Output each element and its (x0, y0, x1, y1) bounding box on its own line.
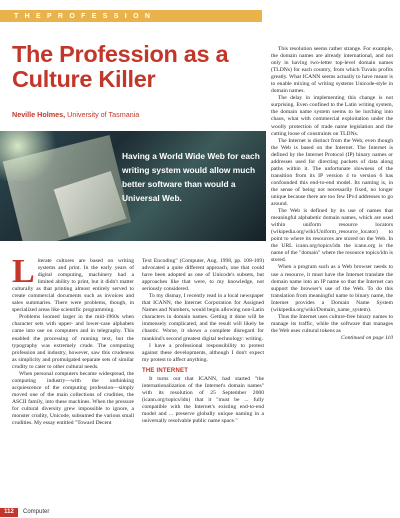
author-affiliation: University of Tasmania (65, 110, 140, 119)
continued-note: Continued on page 110 (341, 334, 393, 341)
paragraph: Text Encoding" (Computer, Aug. 1998, pp. 108-109) advocated a quite different approach, one that could have been adopted as one of Unicode's subsets, but approaches like that were, to my knowledge, not seriously considered. (142, 258, 264, 293)
paragraph: When personal computers became widespread, the computing industry—with the unthinking acquiescence of the computing profession—simply moved one of the main collections of crudities, the ASCII family, into these machines. When the pressure for cultural diversity grew impossible to ignore, a monster crudity, Unicode, subsumed the various small crudities. My essay entitled "Toward Decent (12, 370, 134, 427)
paragraph: It turns out that ICANN, had started "the internationalization of the Internet's domain names" with its resolution of 25 September 2000 (icann.org/topics/idn) that it "must be ... fully compatible with the Internet's existing end-to-end model and ... preserve globally unique naming in a universally resolvable public name space." (142, 375, 264, 425)
pull-quote: Having a World Wide Web for each writing system would allow much better software than would a Universal Web. (122, 151, 260, 203)
column-1 (12, 253, 134, 427)
hero-image (0, 131, 266, 241)
column-3 (271, 46, 393, 342)
journal-name: Computer (23, 509, 50, 515)
section-banner-end (258, 10, 262, 22)
paragraph: When a program such as a Web browser needs to use a resource, it must have the Internet translate the domain name into an IP name so that the Internet can support the browser's use of the Web. To do this translation from meaningful name to binary name, the Internet provides a Domain Name System (wikipedia.org/wiki/Domain_name_system). (271, 264, 393, 313)
page-footer (0, 506, 400, 518)
paragraph-text: iterate cultures are based on writing systems and print. In the early years of digital computing, machinery had a limited ability to print, but it didn't matter culturally as that printing almost entirely served to create commercial documents such as invoices and sales summaries. There were problems, though, in specialized areas like scientific programming. (12, 258, 134, 314)
paragraph: This resolution seems rather strange. For example, the domain names are already international, and not only in having two-letter top-level domain names (TLDNs) for each country, from which Tuvalu profits greatly. What ICANN seems actually to have meant is to enable mixing of writing systems Unicode-style in domain names. (271, 46, 393, 95)
author-name: Neville Holmes, (12, 110, 66, 119)
byline (12, 110, 262, 119)
paragraph: I have a professional responsibility to protest against these developments, although I don't expect my protest to affect anything. (142, 342, 264, 363)
article-title: The Profession as a Culture Killer (12, 41, 229, 92)
subhead-internet: THE INTERNET (142, 367, 189, 374)
section-banner (0, 10, 258, 22)
header-bar (0, 0, 400, 28)
paragraph (12, 253, 134, 314)
section-kicker: T H E P R O F E S S I O N (14, 12, 153, 20)
paragraph: The delay in implementing this change is not surprising. Even confined to the Latin writing system, the domain name system seems to be lurching into chaos, what with commercial exploitation under the woolly protection of trade name legislation and the cutting loose of constraints on TLDNs. (271, 95, 393, 137)
column-2 (142, 258, 264, 425)
paragraph: To my dismay, I recently read in a local newspaper that ICANN, the Internet Corporation for Assigned Names and Numbers, would begin allowing non-Latin characters in domain names. Getting it done will be immensely complicated, and the result will likely be chaotic. Worse, it shows a complete disregard for mankind's second greatest digital technology: writing. (142, 293, 264, 342)
hero-light-glow (0, 131, 60, 181)
paragraph: The Web is defined by its use of names that meaningful alphabetic domain names, which are used within uniform resource locators (wikipedia.org/wiki/Uniform_resource_locator) to point to where its resources are stored on the Web. In the URL icann.org/topics/idn the icann.org is the name of the "domain" where the resource topics/idn is stored. (271, 208, 393, 264)
paragraph: The Internet is distinct from the Web, even though the Web is based on the Internet. The Internet is defined by the Internet Protocol (IP) binary names or addresses used for directing packets of data along paths within it. The unfortunate slowness of the transition from its IP version 4 to version 6 has confounded this end-to-end model. Its naming is, in the sense of being not necessarily fixed, no longer unique because there are too few IPv4 addresses to go around. (271, 137, 393, 208)
drop-cap: L (12, 253, 35, 290)
page-number: 112 (0, 508, 18, 517)
paragraph: Problems loomed larger in the mid-1960s when character sets with upper- and lower-case alphabets came into use on computers and in telegraphy. This enabled the processing of running text, but the typography was extremely crude. The computing profession and industry, however, saw this crudeness as simplicity and promulgated separate sets of similar crudity to cater to other cultural needs. (12, 314, 134, 370)
paragraph: Thus the Internet uses culture-free binary names to manage its traffic, while the software that manages the Web uses cultural tokens as (271, 313, 393, 334)
